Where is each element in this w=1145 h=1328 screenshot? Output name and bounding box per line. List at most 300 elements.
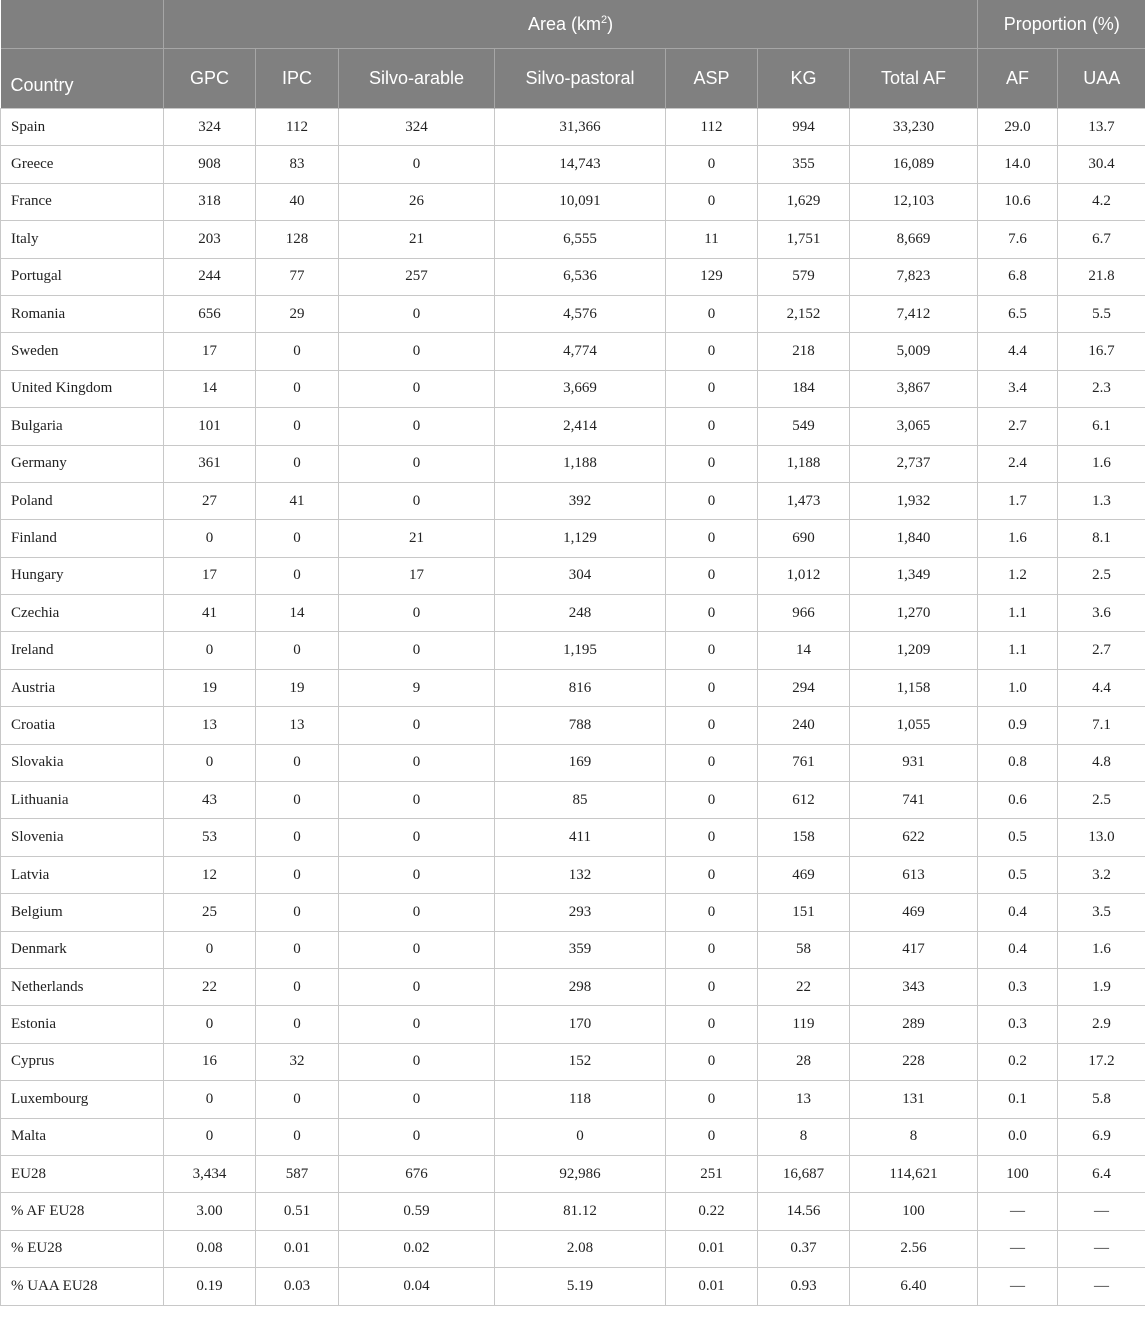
column-header-kg: KG xyxy=(758,49,850,109)
value-cell: 14.0 xyxy=(978,146,1058,183)
value-cell: 21.8 xyxy=(1058,258,1145,295)
value-cell: 0 xyxy=(666,744,758,781)
value-cell: 690 xyxy=(758,520,850,557)
value-cell: 21 xyxy=(339,520,495,557)
value-cell: 158 xyxy=(758,819,850,856)
value-cell: 0 xyxy=(666,1043,758,1080)
table-row xyxy=(1,258,1145,295)
header-group-row xyxy=(1,0,1145,49)
value-cell: 2.5 xyxy=(1058,557,1145,594)
value-cell: 4.8 xyxy=(1058,744,1145,781)
value-cell: 41 xyxy=(256,482,339,519)
value-cell: 0 xyxy=(256,968,339,1005)
value-cell: 32 xyxy=(256,1043,339,1080)
value-cell: 0.08 xyxy=(164,1230,256,1267)
value-cell: — xyxy=(1058,1230,1145,1267)
value-cell: 0 xyxy=(256,333,339,370)
value-cell: 1.3 xyxy=(1058,482,1145,519)
value-cell: 22 xyxy=(758,968,850,1005)
value-cell: 0 xyxy=(666,1081,758,1118)
table-row xyxy=(1,707,1145,744)
value-cell: 1,840 xyxy=(850,520,978,557)
value-cell: 908 xyxy=(164,146,256,183)
country-cell: Luxembourg xyxy=(1,1081,164,1118)
country-cell: Lithuania xyxy=(1,782,164,819)
country-cell: Ireland xyxy=(1,632,164,669)
table-row xyxy=(1,744,1145,781)
country-cell: Denmark xyxy=(1,931,164,968)
value-cell: 240 xyxy=(758,707,850,744)
country-cell: Bulgaria xyxy=(1,408,164,445)
value-cell: 343 xyxy=(850,968,978,1005)
value-cell: 761 xyxy=(758,744,850,781)
value-cell: 0 xyxy=(339,445,495,482)
value-cell: 1.6 xyxy=(1058,931,1145,968)
country-cell: Portugal xyxy=(1,258,164,295)
value-cell: 293 xyxy=(495,894,666,931)
country-cell: Poland xyxy=(1,482,164,519)
value-cell: 17 xyxy=(339,557,495,594)
value-cell: 112 xyxy=(256,109,339,146)
value-cell: 14.56 xyxy=(758,1193,850,1230)
value-cell: 0 xyxy=(339,819,495,856)
table-row xyxy=(1,968,1145,1005)
value-cell: 0 xyxy=(256,1081,339,1118)
value-cell: 0 xyxy=(256,931,339,968)
value-cell: 6.9 xyxy=(1058,1118,1145,1155)
value-cell: 0.59 xyxy=(339,1193,495,1230)
value-cell: 33,230 xyxy=(850,109,978,146)
table-row xyxy=(1,520,1145,557)
value-cell: 0 xyxy=(339,782,495,819)
country-cell: % EU28 xyxy=(1,1230,164,1267)
table-row xyxy=(1,894,1145,931)
header-column-row xyxy=(1,49,1145,109)
value-cell: 132 xyxy=(495,856,666,893)
table-row xyxy=(1,295,1145,332)
value-cell: 966 xyxy=(758,595,850,632)
value-cell: 13 xyxy=(256,707,339,744)
value-cell: 228 xyxy=(850,1043,978,1080)
value-cell: 0 xyxy=(495,1118,666,1155)
value-cell: 294 xyxy=(758,669,850,706)
value-cell: 40 xyxy=(256,183,339,220)
value-cell: 0.03 xyxy=(256,1268,339,1305)
value-cell: 25 xyxy=(164,894,256,931)
value-cell: 0.5 xyxy=(978,856,1058,893)
value-cell: 0 xyxy=(666,931,758,968)
value-cell: 1,158 xyxy=(850,669,978,706)
column-header-af: AF xyxy=(978,49,1058,109)
value-cell: 0 xyxy=(256,370,339,407)
value-cell: 0 xyxy=(164,632,256,669)
value-cell: 1,629 xyxy=(758,183,850,220)
value-cell: 41 xyxy=(164,595,256,632)
value-cell: 0 xyxy=(666,183,758,220)
value-cell: 203 xyxy=(164,221,256,258)
value-cell: 13.0 xyxy=(1058,819,1145,856)
value-cell: 613 xyxy=(850,856,978,893)
value-cell: 0.0 xyxy=(978,1118,1058,1155)
value-cell: 3.5 xyxy=(1058,894,1145,931)
value-cell: 101 xyxy=(164,408,256,445)
value-cell: 1.7 xyxy=(978,482,1058,519)
value-cell: 0 xyxy=(339,408,495,445)
value-cell: 1,349 xyxy=(850,557,978,594)
value-cell: 549 xyxy=(758,408,850,445)
value-cell: 0 xyxy=(339,968,495,1005)
country-column-header: Country xyxy=(1,49,164,109)
value-cell: 0 xyxy=(666,819,758,856)
table-row xyxy=(1,370,1145,407)
value-cell: 0 xyxy=(339,1081,495,1118)
value-cell: 0 xyxy=(256,856,339,893)
value-cell: 0 xyxy=(339,333,495,370)
table-row xyxy=(1,333,1145,370)
value-cell: 14 xyxy=(164,370,256,407)
value-cell: 17 xyxy=(164,333,256,370)
value-cell: 0 xyxy=(256,557,339,594)
value-cell: 0.4 xyxy=(978,931,1058,968)
table-row xyxy=(1,632,1145,669)
value-cell: 0 xyxy=(256,408,339,445)
value-cell: 14 xyxy=(758,632,850,669)
country-cell: Greece xyxy=(1,146,164,183)
value-cell: 0 xyxy=(256,819,339,856)
value-cell: 2.5 xyxy=(1058,782,1145,819)
table-row xyxy=(1,183,1145,220)
table-row xyxy=(1,856,1145,893)
value-cell: 6.4 xyxy=(1058,1155,1145,1192)
column-header-asp: ASP xyxy=(666,49,758,109)
value-cell: 5.8 xyxy=(1058,1081,1145,1118)
table-row xyxy=(1,1043,1145,1080)
value-cell: 9 xyxy=(339,669,495,706)
value-cell: 0.04 xyxy=(339,1268,495,1305)
value-cell: 318 xyxy=(164,183,256,220)
value-cell: 0 xyxy=(666,632,758,669)
value-cell: 0 xyxy=(666,707,758,744)
value-cell: 1.1 xyxy=(978,595,1058,632)
value-cell: 2,152 xyxy=(758,295,850,332)
column-header-silvo-arable: Silvo-arable xyxy=(339,49,495,109)
value-cell: 0 xyxy=(666,445,758,482)
value-cell: 6.5 xyxy=(978,295,1058,332)
value-cell: 0 xyxy=(256,1006,339,1043)
value-cell: 17 xyxy=(164,557,256,594)
value-cell: 0.2 xyxy=(978,1043,1058,1080)
country-cell: Austria xyxy=(1,669,164,706)
table-row xyxy=(1,221,1145,258)
value-cell: 1.6 xyxy=(978,520,1058,557)
column-header-gpc: GPC xyxy=(164,49,256,109)
country-cell: Romania xyxy=(1,295,164,332)
value-cell: 53 xyxy=(164,819,256,856)
country-cell: Cyprus xyxy=(1,1043,164,1080)
country-cell: Slovenia xyxy=(1,819,164,856)
value-cell: 788 xyxy=(495,707,666,744)
value-cell: 0.8 xyxy=(978,744,1058,781)
value-cell: 579 xyxy=(758,258,850,295)
value-cell: 248 xyxy=(495,595,666,632)
value-cell: 2.08 xyxy=(495,1230,666,1267)
value-cell: 129 xyxy=(666,258,758,295)
country-cell: % UAA EU28 xyxy=(1,1268,164,1305)
value-cell: 0 xyxy=(256,1118,339,1155)
column-header-ipc: IPC xyxy=(256,49,339,109)
country-cell: Malta xyxy=(1,1118,164,1155)
value-cell: 6.7 xyxy=(1058,221,1145,258)
value-cell: 1,195 xyxy=(495,632,666,669)
area-group-superscript: 2 xyxy=(600,13,608,26)
table-row xyxy=(1,1193,1145,1230)
value-cell: 0 xyxy=(339,632,495,669)
value-cell: 10,091 xyxy=(495,183,666,220)
value-cell: 8 xyxy=(758,1118,850,1155)
value-cell: 27 xyxy=(164,482,256,519)
value-cell: 12,103 xyxy=(850,183,978,220)
table-row xyxy=(1,445,1145,482)
value-cell: 28 xyxy=(758,1043,850,1080)
value-cell: 118 xyxy=(495,1081,666,1118)
value-cell: 0.37 xyxy=(758,1230,850,1267)
table-row xyxy=(1,109,1145,146)
value-cell: 16,687 xyxy=(758,1155,850,1192)
value-cell: 6.8 xyxy=(978,258,1058,295)
value-cell: 304 xyxy=(495,557,666,594)
country-cell: Spain xyxy=(1,109,164,146)
table-row xyxy=(1,669,1145,706)
value-cell: 298 xyxy=(495,968,666,1005)
value-cell: 8 xyxy=(850,1118,978,1155)
value-cell: 0.01 xyxy=(666,1268,758,1305)
value-cell: 0.3 xyxy=(978,968,1058,1005)
value-cell: 4.2 xyxy=(1058,183,1145,220)
value-cell: 14 xyxy=(256,595,339,632)
value-cell: 0 xyxy=(666,595,758,632)
value-cell: 92,986 xyxy=(495,1155,666,1192)
value-cell: 3.00 xyxy=(164,1193,256,1230)
value-cell: 587 xyxy=(256,1155,339,1192)
value-cell: 0 xyxy=(666,408,758,445)
value-cell: 2.3 xyxy=(1058,370,1145,407)
value-cell: 0 xyxy=(256,632,339,669)
value-cell: 29 xyxy=(256,295,339,332)
value-cell: 30.4 xyxy=(1058,146,1145,183)
value-cell: 0 xyxy=(339,931,495,968)
value-cell: 244 xyxy=(164,258,256,295)
table-row xyxy=(1,1118,1145,1155)
value-cell: 251 xyxy=(666,1155,758,1192)
value-cell: 0 xyxy=(256,445,339,482)
value-cell: 29.0 xyxy=(978,109,1058,146)
table-row xyxy=(1,931,1145,968)
value-cell: 741 xyxy=(850,782,978,819)
value-cell: 0 xyxy=(164,931,256,968)
value-cell: 13.7 xyxy=(1058,109,1145,146)
value-cell: 0 xyxy=(164,520,256,557)
table-row xyxy=(1,819,1145,856)
value-cell: 8.1 xyxy=(1058,520,1145,557)
value-cell: 0.01 xyxy=(666,1230,758,1267)
value-cell: 184 xyxy=(758,370,850,407)
value-cell: 13 xyxy=(758,1081,850,1118)
value-cell: 2.4 xyxy=(978,445,1058,482)
value-cell: 359 xyxy=(495,931,666,968)
table-row xyxy=(1,482,1145,519)
value-cell: 2,737 xyxy=(850,445,978,482)
value-cell: 0.6 xyxy=(978,782,1058,819)
value-cell: 0.93 xyxy=(758,1268,850,1305)
value-cell: 2,414 xyxy=(495,408,666,445)
country-cell: Slovakia xyxy=(1,744,164,781)
value-cell: 324 xyxy=(339,109,495,146)
value-cell: 3,065 xyxy=(850,408,978,445)
value-cell: 0 xyxy=(256,782,339,819)
value-cell: 8,669 xyxy=(850,221,978,258)
value-cell: 0.9 xyxy=(978,707,1058,744)
value-cell: 1,751 xyxy=(758,221,850,258)
value-cell: 4.4 xyxy=(978,333,1058,370)
country-cell: Belgium xyxy=(1,894,164,931)
value-cell: 0 xyxy=(666,557,758,594)
value-cell: 2.7 xyxy=(1058,632,1145,669)
value-cell: 0 xyxy=(164,1006,256,1043)
table-row xyxy=(1,782,1145,819)
value-cell: 0 xyxy=(666,333,758,370)
country-cell: Estonia xyxy=(1,1006,164,1043)
value-cell: 2.56 xyxy=(850,1230,978,1267)
value-cell: 0 xyxy=(666,482,758,519)
value-cell: 1.6 xyxy=(1058,445,1145,482)
value-cell: 1,129 xyxy=(495,520,666,557)
value-cell: 14,743 xyxy=(495,146,666,183)
value-cell: 77 xyxy=(256,258,339,295)
value-cell: 114,621 xyxy=(850,1155,978,1192)
value-cell: 612 xyxy=(758,782,850,819)
value-cell: 0 xyxy=(666,669,758,706)
value-cell: 85 xyxy=(495,782,666,819)
value-cell: 5.5 xyxy=(1058,295,1145,332)
value-cell: 26 xyxy=(339,183,495,220)
value-cell: — xyxy=(978,1193,1058,1230)
value-cell: 2.9 xyxy=(1058,1006,1145,1043)
value-cell: 0 xyxy=(339,595,495,632)
value-cell: 58 xyxy=(758,931,850,968)
value-cell: 0 xyxy=(666,1118,758,1155)
value-cell: 1.1 xyxy=(978,632,1058,669)
area-group-suffix: ) xyxy=(607,13,614,34)
value-cell: 5,009 xyxy=(850,333,978,370)
value-cell: 1.0 xyxy=(978,669,1058,706)
value-cell: 100 xyxy=(978,1155,1058,1192)
value-cell: 1,932 xyxy=(850,482,978,519)
value-cell: 6,555 xyxy=(495,221,666,258)
value-cell: 152 xyxy=(495,1043,666,1080)
value-cell: 19 xyxy=(164,669,256,706)
value-cell: 0 xyxy=(339,1118,495,1155)
column-header-silvo-pastoral: Silvo-pastoral xyxy=(495,49,666,109)
value-cell: 21 xyxy=(339,221,495,258)
value-cell: 83 xyxy=(256,146,339,183)
table-row xyxy=(1,1006,1145,1043)
value-cell: 324 xyxy=(164,109,256,146)
value-cell: 5.19 xyxy=(495,1268,666,1305)
value-cell: 11 xyxy=(666,221,758,258)
value-cell: 43 xyxy=(164,782,256,819)
value-cell: 0 xyxy=(666,782,758,819)
value-cell: 0 xyxy=(666,856,758,893)
value-cell: 361 xyxy=(164,445,256,482)
table-row xyxy=(1,408,1145,445)
value-cell: 22 xyxy=(164,968,256,1005)
value-cell: 7.6 xyxy=(978,221,1058,258)
value-cell: 392 xyxy=(495,482,666,519)
value-cell: 656 xyxy=(164,295,256,332)
value-cell: 31,366 xyxy=(495,109,666,146)
value-cell: 0.02 xyxy=(339,1230,495,1267)
country-cell: Czechia xyxy=(1,595,164,632)
value-cell: 16 xyxy=(164,1043,256,1080)
country-cell: France xyxy=(1,183,164,220)
country-cell: Italy xyxy=(1,221,164,258)
table-row xyxy=(1,1230,1145,1267)
value-cell: 417 xyxy=(850,931,978,968)
value-cell: — xyxy=(1058,1268,1145,1305)
table-body xyxy=(1,109,1145,1306)
value-cell: — xyxy=(978,1268,1058,1305)
country-cell: Latvia xyxy=(1,856,164,893)
value-cell: 12 xyxy=(164,856,256,893)
table-row xyxy=(1,1268,1145,1305)
value-cell: 17.2 xyxy=(1058,1043,1145,1080)
value-cell: 1,270 xyxy=(850,595,978,632)
value-cell: 131 xyxy=(850,1081,978,1118)
value-cell: 1,209 xyxy=(850,632,978,669)
value-cell: 676 xyxy=(339,1155,495,1192)
value-cell: 0 xyxy=(339,894,495,931)
value-cell: 112 xyxy=(666,109,758,146)
value-cell: 0 xyxy=(339,856,495,893)
value-cell: 1,188 xyxy=(495,445,666,482)
value-cell: 0 xyxy=(666,295,758,332)
column-header-total-af: Total AF xyxy=(850,49,978,109)
value-cell: 7.1 xyxy=(1058,707,1145,744)
table-row xyxy=(1,146,1145,183)
value-cell: 4.4 xyxy=(1058,669,1145,706)
value-cell: 257 xyxy=(339,258,495,295)
value-cell: 169 xyxy=(495,744,666,781)
value-cell: 1.9 xyxy=(1058,968,1145,1005)
country-cell: Germany xyxy=(1,445,164,482)
table-row xyxy=(1,595,1145,632)
value-cell: 411 xyxy=(495,819,666,856)
value-cell: 0 xyxy=(666,968,758,1005)
value-cell: 0 xyxy=(339,744,495,781)
value-cell: 6.1 xyxy=(1058,408,1145,445)
value-cell: 3.6 xyxy=(1058,595,1145,632)
value-cell: 1,473 xyxy=(758,482,850,519)
value-cell: 0 xyxy=(339,370,495,407)
value-cell: 7,823 xyxy=(850,258,978,295)
value-cell: 0 xyxy=(339,707,495,744)
country-cell: Croatia xyxy=(1,707,164,744)
value-cell: 469 xyxy=(850,894,978,931)
value-cell: 3,867 xyxy=(850,370,978,407)
value-cell: 19 xyxy=(256,669,339,706)
value-cell: 355 xyxy=(758,146,850,183)
value-cell: 119 xyxy=(758,1006,850,1043)
